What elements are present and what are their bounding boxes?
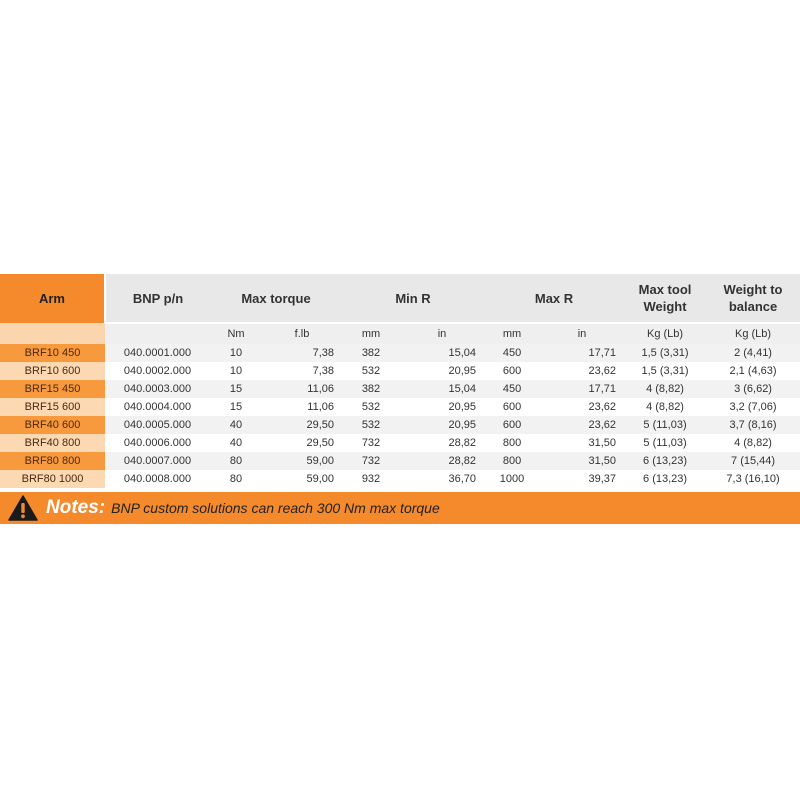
header-max-tool-weight-line1: Max tool: [638, 282, 692, 297]
cell-min-in: 28,82: [400, 452, 484, 470]
unit-torque-nm: Nm: [210, 323, 262, 344]
spec-table-container: [0, 274, 800, 488]
table-row: [0, 416, 800, 434]
cell-max-mm: 600: [484, 398, 540, 416]
cell-nm: 15: [210, 380, 262, 398]
unit-bnp-empty: [105, 323, 210, 344]
cell-balance: 3,2 (7,06): [706, 398, 800, 416]
header-bnp: BNP p/n: [105, 274, 210, 323]
cell-max-in: 17,71: [540, 380, 624, 398]
cell-arm: BRF15 450: [0, 380, 105, 398]
cell-max-in: 17,71: [540, 344, 624, 362]
cell-max-mm: 800: [484, 434, 540, 452]
cell-min-in: 28,82: [400, 434, 484, 452]
cell-nm: 15: [210, 398, 262, 416]
cell-pn: 040.0001.000: [105, 344, 210, 362]
header-weight-balance-line1: Weight to: [723, 282, 783, 297]
cell-balance: 7 (15,44): [706, 452, 800, 470]
table-row: [0, 434, 800, 452]
cell-max-mm: 800: [484, 452, 540, 470]
cell-balance: 3,7 (8,16): [706, 416, 800, 434]
cell-tool: 5 (11,03): [624, 416, 706, 434]
spec-table: [0, 274, 800, 488]
cell-max-in: 39,37: [540, 470, 624, 488]
header-weight-balance-line2: balance: [728, 299, 778, 314]
table-row: [0, 398, 800, 416]
cell-max-mm: 450: [484, 380, 540, 398]
header-weight-balance: [706, 274, 800, 323]
notes-title: Notes:: [46, 497, 106, 518]
cell-max-mm: 450: [484, 344, 540, 362]
cell-arm: BRF80 1000: [0, 470, 105, 488]
cell-flb: 29,50: [262, 416, 342, 434]
header-max-r: Max R: [484, 274, 624, 323]
warning-icon: [8, 495, 38, 521]
cell-nm: 10: [210, 362, 262, 380]
unit-min-mm: mm: [342, 323, 400, 344]
unit-balance-kg: Kg (Lb): [706, 323, 800, 344]
cell-tool: 6 (13,23): [624, 470, 706, 488]
cell-pn: 040.0005.000: [105, 416, 210, 434]
cell-min-mm: 532: [342, 398, 400, 416]
cell-nm: 80: [210, 470, 262, 488]
cell-tool: 1,5 (3,31): [624, 362, 706, 380]
cell-max-in: 31,50: [540, 434, 624, 452]
header-arm: Arm: [0, 274, 105, 323]
cell-tool: 5 (11,03): [624, 434, 706, 452]
cell-balance: 3 (6,62): [706, 380, 800, 398]
cell-balance: 7,3 (16,10): [706, 470, 800, 488]
cell-arm: BRF40 600: [0, 416, 105, 434]
table-body: [0, 344, 800, 488]
cell-tool: 6 (13,23): [624, 452, 706, 470]
cell-min-mm: 532: [342, 362, 400, 380]
cell-max-mm: 600: [484, 362, 540, 380]
header-max-tool-weight: [624, 274, 706, 323]
table-row: [0, 470, 800, 488]
cell-arm: BRF10 600: [0, 362, 105, 380]
cell-min-in: 20,95: [400, 398, 484, 416]
cell-arm: BRF80 800: [0, 452, 105, 470]
unit-arm-empty: [0, 323, 105, 344]
cell-min-in: 36,70: [400, 470, 484, 488]
cell-balance: 2,1 (4,63): [706, 362, 800, 380]
cell-nm: 10: [210, 344, 262, 362]
cell-max-mm: 600: [484, 416, 540, 434]
cell-min-mm: 732: [342, 452, 400, 470]
cell-max-in: 31,50: [540, 452, 624, 470]
cell-min-in: 15,04: [400, 344, 484, 362]
notes-text: BNP custom solutions can reach 300 Nm max torque: [111, 500, 440, 516]
unit-tool-kg: Kg (Lb): [624, 323, 706, 344]
cell-max-mm: 1000: [484, 470, 540, 488]
cell-flb: 11,06: [262, 380, 342, 398]
cell-flb: 7,38: [262, 362, 342, 380]
unit-max-in: in: [540, 323, 624, 344]
table-row: [0, 362, 800, 380]
cell-arm: BRF15 600: [0, 398, 105, 416]
cell-min-in: 15,04: [400, 380, 484, 398]
cell-min-mm: 532: [342, 416, 400, 434]
cell-tool: 4 (8,82): [624, 398, 706, 416]
cell-tool: 4 (8,82): [624, 380, 706, 398]
cell-min-in: 20,95: [400, 362, 484, 380]
header-max-torque: Max torque: [210, 274, 342, 323]
header-row: [0, 274, 800, 323]
table-row: [0, 452, 800, 470]
cell-arm: BRF10 450: [0, 344, 105, 362]
cell-min-mm: 932: [342, 470, 400, 488]
cell-max-in: 23,62: [540, 416, 624, 434]
unit-torque-flb: f.lb: [262, 323, 342, 344]
cell-nm: 40: [210, 416, 262, 434]
unit-max-mm: mm: [484, 323, 540, 344]
table-row: [0, 344, 800, 362]
header-max-tool-weight-line2: Weight: [643, 299, 687, 314]
cell-min-mm: 382: [342, 344, 400, 362]
cell-pn: 040.0007.000: [105, 452, 210, 470]
cell-flb: 29,50: [262, 434, 342, 452]
cell-flb: 11,06: [262, 398, 342, 416]
cell-nm: 80: [210, 452, 262, 470]
header-min-r: Min R: [342, 274, 484, 323]
cell-nm: 40: [210, 434, 262, 452]
cell-min-mm: 382: [342, 380, 400, 398]
cell-tool: 1,5 (3,31): [624, 344, 706, 362]
cell-balance: 4 (8,82): [706, 434, 800, 452]
cell-pn: 040.0008.000: [105, 470, 210, 488]
table-row: [0, 380, 800, 398]
cell-flb: 59,00: [262, 470, 342, 488]
notes-banner: [0, 492, 800, 524]
cell-min-mm: 732: [342, 434, 400, 452]
cell-min-in: 20,95: [400, 416, 484, 434]
unit-min-in: in: [400, 323, 484, 344]
cell-balance: 2 (4,41): [706, 344, 800, 362]
cell-max-in: 23,62: [540, 398, 624, 416]
cell-pn: 040.0003.000: [105, 380, 210, 398]
units-row: [0, 323, 800, 344]
cell-flb: 59,00: [262, 452, 342, 470]
cell-max-in: 23,62: [540, 362, 624, 380]
cell-pn: 040.0002.000: [105, 362, 210, 380]
cell-pn: 040.0006.000: [105, 434, 210, 452]
cell-pn: 040.0004.000: [105, 398, 210, 416]
cell-flb: 7,38: [262, 344, 342, 362]
cell-arm: BRF40 800: [0, 434, 105, 452]
